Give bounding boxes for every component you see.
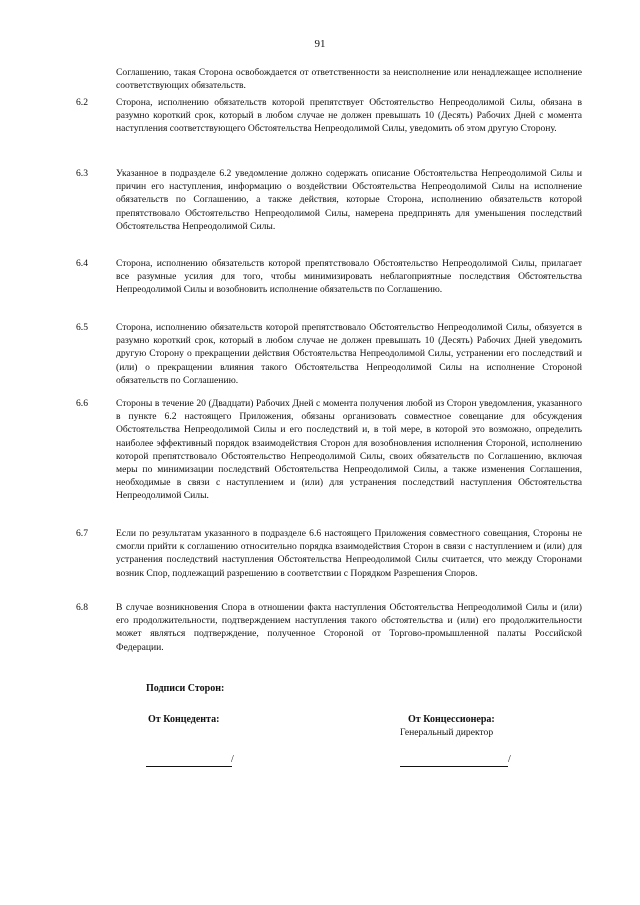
clause-number: 6.7 — [76, 528, 88, 539]
continuation-paragraph: Соглашению, такая Сторона освобождается от ответственности за неисполнение или ненадлежащее исполнение соответствующих обязательств. — [116, 67, 582, 92]
clause-number: 6.6 — [76, 398, 88, 409]
signatures-heading: Подписи Сторон: — [146, 683, 225, 694]
concessionaire-signature-line — [400, 754, 508, 767]
page-number: 91 — [314, 38, 326, 50]
clause-6-5 — [76, 321, 582, 387]
concessionaire-position: Генеральный директор — [400, 727, 494, 738]
clause-text: В случае возникновения Спора в отношении факта наступления Обстоятельства Непреодолимой Силы и (или) его продолжительности, подтверждением наступления такого обстоятельства и (или) его продолжительности может являться подтверждение, полученное Стороной от Торгово-промышленной палаты Российской Федерации. — [116, 602, 582, 653]
clause-number: 6.5 — [76, 322, 88, 333]
concessionaire-signature-title: От Концессионера: — [408, 714, 495, 725]
concessionaire-signature-slash: / — [508, 754, 511, 765]
clause-6-4 — [76, 257, 582, 297]
clause-6-2 — [76, 96, 582, 136]
clause-text: Сторона, исполнению обязательств которой препятствовало Обстоятельство Непреодолимой Силы, прилагает все разумные усилия для того, чтобы минимизировать неблагоприятные последствия Обстоятельства Непреодолимой Силы и возобновить исполнение обязательств по Соглашению. — [116, 258, 582, 296]
clause-text: Стороны в течение 20 (Двадцати) Рабочих Дней с момента получения любой из Сторон уведомления, указанного в пункте 6.2 настоящего Приложения, обязаны организовать совместное совещание для обсуждения Обстоятельства Непреодолимой Силы и его последствий и, в той мере, в которой это возможно, определить наиболее эффективный порядок взаимодействия Сторон для возобновления исполнения Стороной, исполнению которой препятствовало Обстоятельство Непреодолимой Силы, своих обязательств по Соглашению, включая меры по минимизации последствий Обстоятельства Непреодолимой Силы, а также изменения Соглашения, необходимые в связи с наступлением и (или) для устранения последствий наступления Обстоятельства Непреодолимой Силы. — [116, 398, 582, 502]
clause-number: 6.8 — [76, 602, 88, 613]
clause-text: Сторона, исполнению обязательств которой препятствовало Обстоятельство Непреодолимой Силы, обязуется в разумно короткий срок, который в любом случае не должен превышать 10 (Десять) Рабочих Дней уведомить другую Сторону о прекращении действия Обстоятельства Непреодолимой Силы, устранении его последствий и (или) о прекращении влияния такого Обстоятельства Непреодолимой Силы на исполнение Стороной обязательств по Соглашению. — [116, 322, 582, 386]
clause-6-8 — [76, 601, 582, 654]
clause-text: Указанное в подразделе 6.2 уведомление должно содержать описание Обстоятельства Непреодолимой Силы и причин его наступления, информацию о воздействии Обстоятельства Непреодолимой Силы на исполнение обязательств по Соглашению, а также действия, которые Сторона, исполнению обязательств которой препятствовало Обстоятельство Непреодолимой Силы, намерена предпринять для уменьшения последствий Обстоятельства Непреодолимой Силы. — [116, 168, 582, 232]
clause-number: 6.3 — [76, 168, 88, 179]
grantor-signature-slash: / — [231, 754, 234, 765]
clause-6-3 — [76, 167, 582, 233]
clause-6-6 — [76, 397, 582, 503]
clause-number: 6.2 — [76, 97, 88, 108]
grantor-signature-title: От Концедента: — [148, 714, 220, 725]
clause-text: Если по результатам указанного в подразделе 6.6 настоящего Приложения совместного совещания, Стороны не смогли прийти к соглашению относительно порядка взаимодействия Сторон в связи с наступлением и (или) для устранения последствий наступления Обстоятельства Непреодолимой Силы считается, что между Сторонами возник Спор, подлежащий разрешению в соответствии с Порядком Разрешения Споров. — [116, 528, 582, 579]
clause-text: Сторона, исполнению обязательств которой препятствует Обстоятельство Непреодолимой Силы, обязана в разумно короткий срок, который в любом случае не должен превышать 10 (Десять) Рабочих Дней с момента наступления соответствующего Обстоятельства Непреодолимой Силы, уведомить об этом другую Сторону. — [116, 97, 582, 135]
grantor-signature-line — [146, 754, 232, 767]
clause-6-7 — [76, 527, 582, 580]
clause-number: 6.4 — [76, 258, 88, 269]
